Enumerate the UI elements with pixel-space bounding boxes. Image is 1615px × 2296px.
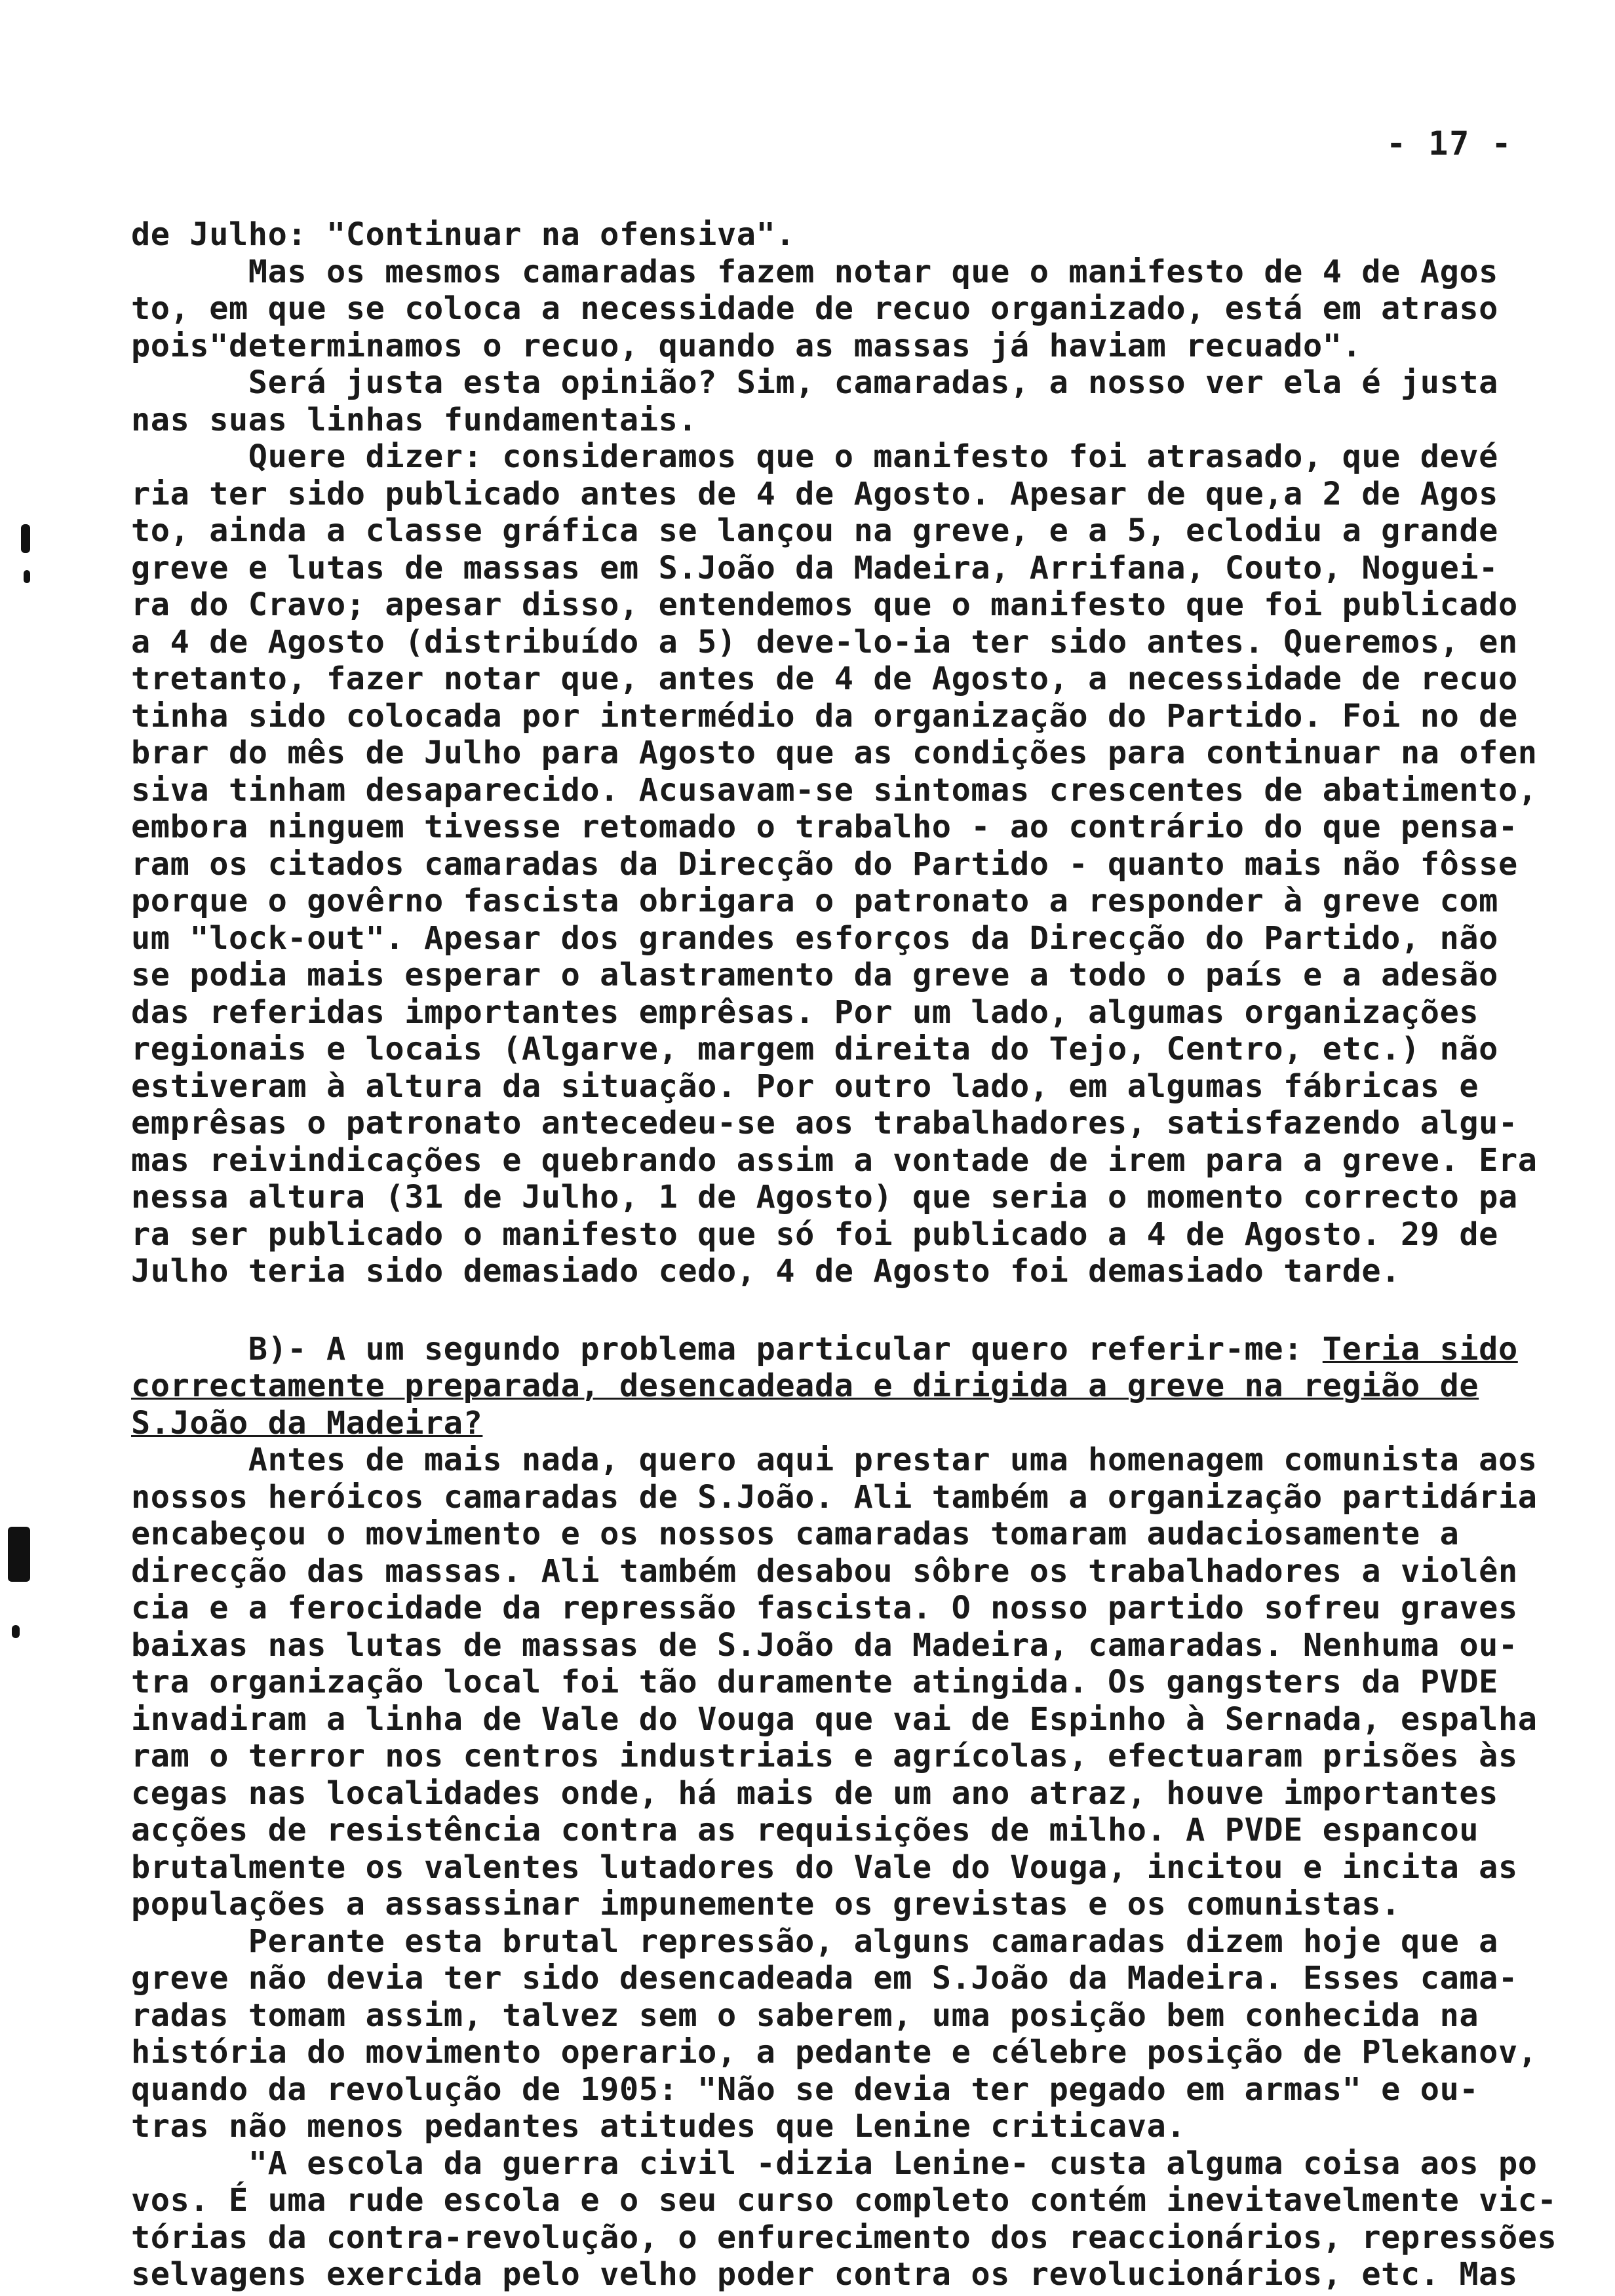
scan-artifact-mark (24, 570, 30, 583)
text-line: siva tinham desaparecido. Acusavam-se sintomas crescentes de abatimento, (131, 771, 1538, 809)
text-line: greve não devia ter sido desencadeada em S.João da Madeira. Esses cama- (131, 1960, 1518, 1997)
scan-artifact-mark (21, 524, 30, 553)
text-line: Quere dizer: consideramos que o manifesto foi atrasado, que devé (131, 438, 1498, 475)
text-line: cia e a ferocidade da repressão fascista. O nosso partido sofreu graves (131, 1590, 1518, 1626)
text-line: S.João da Madeira? (131, 1404, 483, 1442)
paragraph-block-1 (131, 216, 1538, 1290)
text-line: baixas nas lutas de massas de S.João da Madeira, camaradas. Nenhuma ou- (131, 1626, 1518, 1664)
text-line: ra do Cravo; apesar disso, entendemos que o manifesto que foi publicado (131, 586, 1518, 623)
text-line: ram o terror nos centros industriais e agrícolas, efectuaram prisões às (131, 1738, 1518, 1774)
text-line: selvagens exercida pelo velho poder contra os revolucionários, etc. Mas (131, 2256, 1518, 2293)
scan-artifact-mark (8, 1527, 30, 1582)
text-line: pois"determinamos o recuo, quando as massas já haviam recuado". (131, 327, 1362, 364)
text-line: correctamente preparada, desencadeada e dirigida a greve na região de (131, 1368, 1479, 1404)
text-line: Antes de mais nada, quero aqui prestar uma homenagem comunista aos (131, 1442, 1538, 1478)
document-body (131, 216, 1557, 2293)
text-line: direcção das massas. Ali também desabou sôbre os trabalhadores a violên (131, 1552, 1518, 1590)
text-line: a 4 de Agosto (distribuído a 5) deve-lo-ia ter sido antes. Queremos, en (131, 623, 1518, 660)
text-line: emprêsas o patronato antecedeu-se aos trabalhadores, satisfazendo algu- (131, 1105, 1518, 1141)
text-line: de Julho: "Continuar na ofensiva". (131, 216, 796, 253)
text-line: tórias da contra-revolução, o enfurecimento dos reaccionários, repressões (131, 2219, 1557, 2256)
text-line: se podia mais esperar o alastramento da greve a todo o país e a adesão (131, 957, 1498, 993)
text-line: to, em que se coloca a necessidade de recuo organizado, está em atraso (131, 290, 1498, 327)
text-line: Mas os mesmos camaradas fazem notar que o manifesto de 4 de Agos (131, 253, 1498, 290)
section-gap (131, 1290, 1521, 1331)
text-line: estiveram à altura da situação. Por outro lado, em algumas fábricas e (131, 1067, 1479, 1105)
text-line: ria ter sido publicado antes de 4 de Agosto. Apesar de que,a 2 de Agos (131, 475, 1498, 512)
text-line: nas suas linhas fundamentais. (131, 401, 698, 438)
text-line: radas tomam assim, talvez sem o saberem, uma posição bem conhecida na (131, 1997, 1479, 2034)
text-line: acções de resistência contra as requisições de milho. A PVDE espancou (131, 1812, 1479, 1848)
text-line: tras não menos pedantes atitudes que Lenine criticava. (131, 2108, 1186, 2145)
page-number: - 17 - (1386, 124, 1513, 163)
text-line: to, ainda a classe gráfica se lançou na greve, e a 5, eclodiu a grande (131, 512, 1498, 549)
text-line: "A escola da guerra civil -dizia Lenine- custa alguma coisa aos po (131, 2145, 1538, 2182)
text-line: populações a assassinar impunemente os grevistas e os comunistas. (131, 1886, 1401, 1923)
text-line: das referidas importantes emprêsas. Por um lado, algumas organizações (131, 993, 1479, 1031)
text-line: história do movimento operario, a pedante e célebre posição de Plekanov, (131, 2034, 1538, 2071)
underlined-question: Teria sido (1322, 1330, 1518, 1368)
text-line: brutalmente os valentes lutadores do Vale do Vouga, incitou e incita as (131, 1848, 1518, 1886)
text-line: tretanto, fazer notar que, antes de 4 de Agosto, a necessidade de recuo (131, 660, 1518, 697)
text-line: um "lock-out". Apesar dos grandes esforços da Direcção do Partido, não (131, 919, 1498, 957)
text-line: vos. É uma rude escola e o seu curso completo contém inevitavelmente vic- (131, 2182, 1557, 2219)
text-line: ram os citados camaradas da Direcção do Partido - quanto mais não fôsse (131, 845, 1518, 883)
text-line: ra ser publicado o manifesto que só foi publicado a 4 de Agosto. 29 de (131, 1215, 1498, 1253)
scan-artifact-mark (12, 1625, 20, 1638)
text-line: porque o govêrno fascista obrigara o patronato a responder à greve com (131, 883, 1498, 919)
text-line: cegas nas localidades onde, há mais de um ano atraz, houve importantes (131, 1774, 1498, 1812)
text-line: tinha sido colocada por intermédio da organização do Partido. Foi no de (131, 697, 1518, 735)
text-line: quando da revolução de 1905: "Não se devia ter pegado em armas" e ou- (131, 2071, 1479, 2108)
text-line: Será justa esta opinião? Sim, camaradas, a nosso ver ela é justa (131, 364, 1498, 401)
text-line: nossos heróicos camaradas de S.João. Ali também a organização partidária (131, 1478, 1538, 1516)
text-line: B)- A um segundo problema particular quero referir-me: Teria sido (131, 1330, 1518, 1368)
text-line: mas reivindicações e quebrando assim a vontade de irem para a greve. Era (131, 1141, 1538, 1179)
text-line: nessa altura (31 de Julho, 1 de Agosto) que seria o momento correcto pa (131, 1179, 1518, 1215)
text-line: invadiram a linha de Vale do Vouga que vai de Espinho à Sernada, espalha (131, 1700, 1538, 1738)
text-line: Perante esta brutal repressão, alguns camaradas dizem hoje que a (131, 1923, 1498, 1960)
text-line: encabeçou o movimento e os nossos camaradas tomaram audaciosamente a (131, 1516, 1460, 1552)
text-line: Julho teria sido demasiado cedo, 4 de Agosto foi demasiado tarde. (131, 1253, 1401, 1290)
text-line: embora ninguem tivesse retomado o trabalho - ao contrário do que pensa- (131, 809, 1518, 845)
paragraph-block-2 (131, 1330, 1557, 2293)
text-line: greve e lutas de massas em S.João da Madeira, Arrifana, Couto, Noguei- (131, 549, 1498, 586)
text-line: regionais e locais (Algarve, margem direita do Tejo, Centro, etc.) não (131, 1031, 1498, 1067)
text-line: brar do mês de Julho para Agosto que as condições para continuar na ofen (131, 735, 1538, 771)
text-line: tra organização local foi tão duramente atingida. Os gangsters da PVDE (131, 1664, 1498, 1700)
